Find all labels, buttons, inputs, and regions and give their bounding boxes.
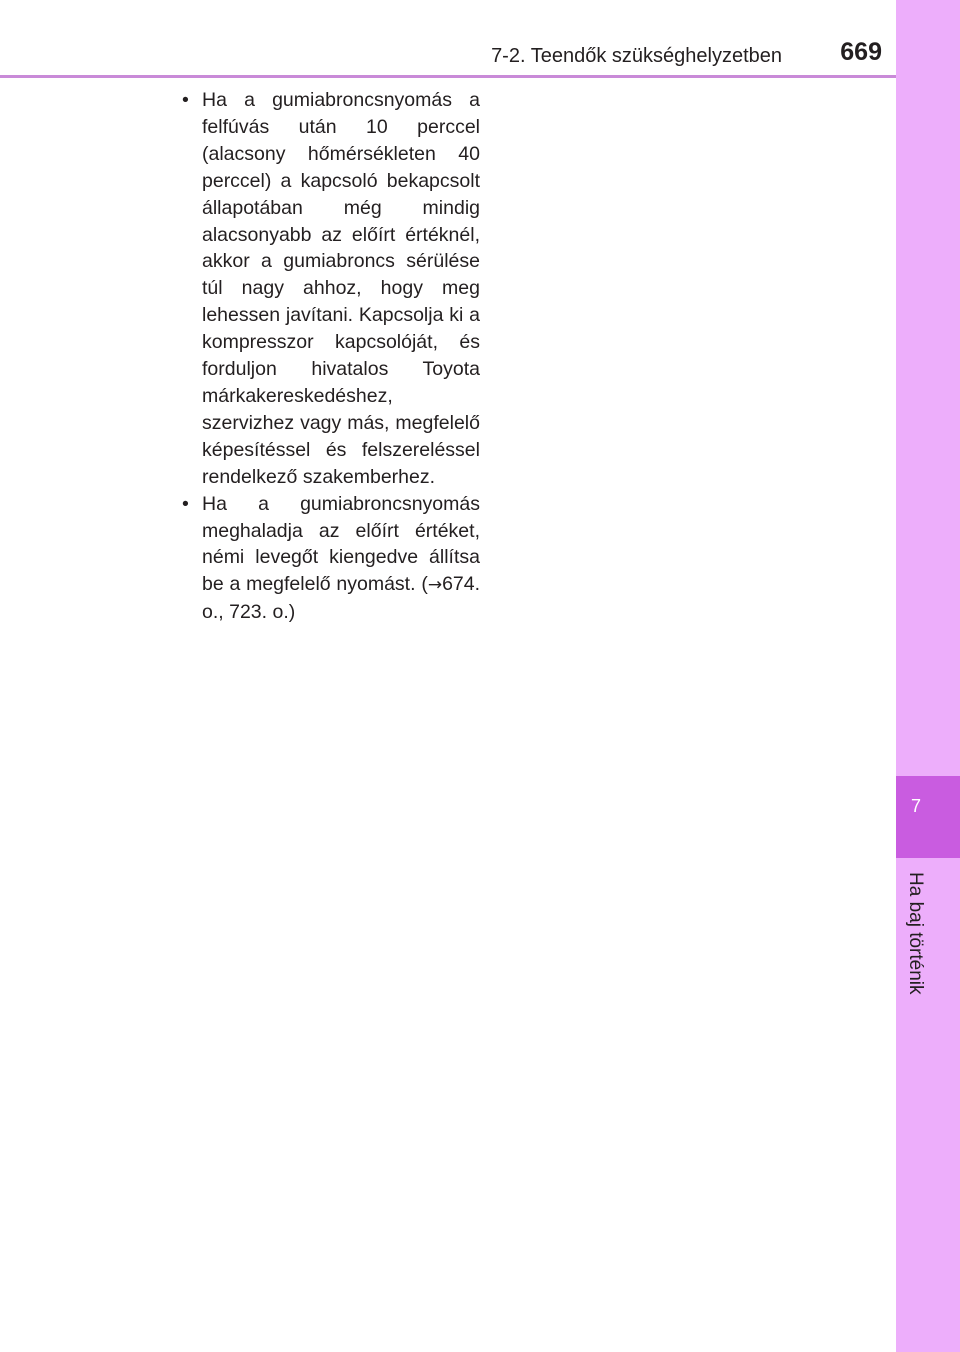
arrow-right-icon: → [427,575,443,596]
chapter-side-tab [896,0,960,1352]
reference-pages: 674. o., 723. o.) [202,573,481,624]
page-number: 669 [840,38,882,66]
bullet-list [180,87,480,626]
main-content [180,87,480,626]
header-divider [0,75,896,78]
section-title: 7-2. Teendők szükséghelyzetben [491,45,782,67]
bullet-text: Ha a gumiabroncsnyomás a felfúvás után 10 perccel (alacsony hőmérsékleten 40 perccel) a kapcsoló bekapcsolt állapotában még mindig alacsonyabb az előírt értéknél, akkor a gumiabroncs sérülése túl nagy ahhoz, hogy meg lehessen javítani. Kapcsolja ki a kompresszor kapcsolóját, és forduljon hivatalos Toyota márkakereskedéshez, szervizhez vagy más, megfelelő képesítéssel és felszereléssel rendelkező szakemberhez. [202,89,480,488]
chapter-number: 7 [910,796,921,816]
chapter-title: Ha baj történik [905,872,926,995]
page-header [0,0,960,80]
bullet-marker: • [182,89,189,111]
bullet-text: Ha a gumiabroncsnyomás meghaladja az előírt értéket, némi levegőt kiengedve állítsa be a megfelelő nyomást. [202,492,480,596]
bullet-marker: • [182,492,189,515]
list-item [180,491,480,627]
reference-open-paren: ( [421,573,428,596]
list-item [180,87,480,491]
chapter-number-box [896,776,960,858]
